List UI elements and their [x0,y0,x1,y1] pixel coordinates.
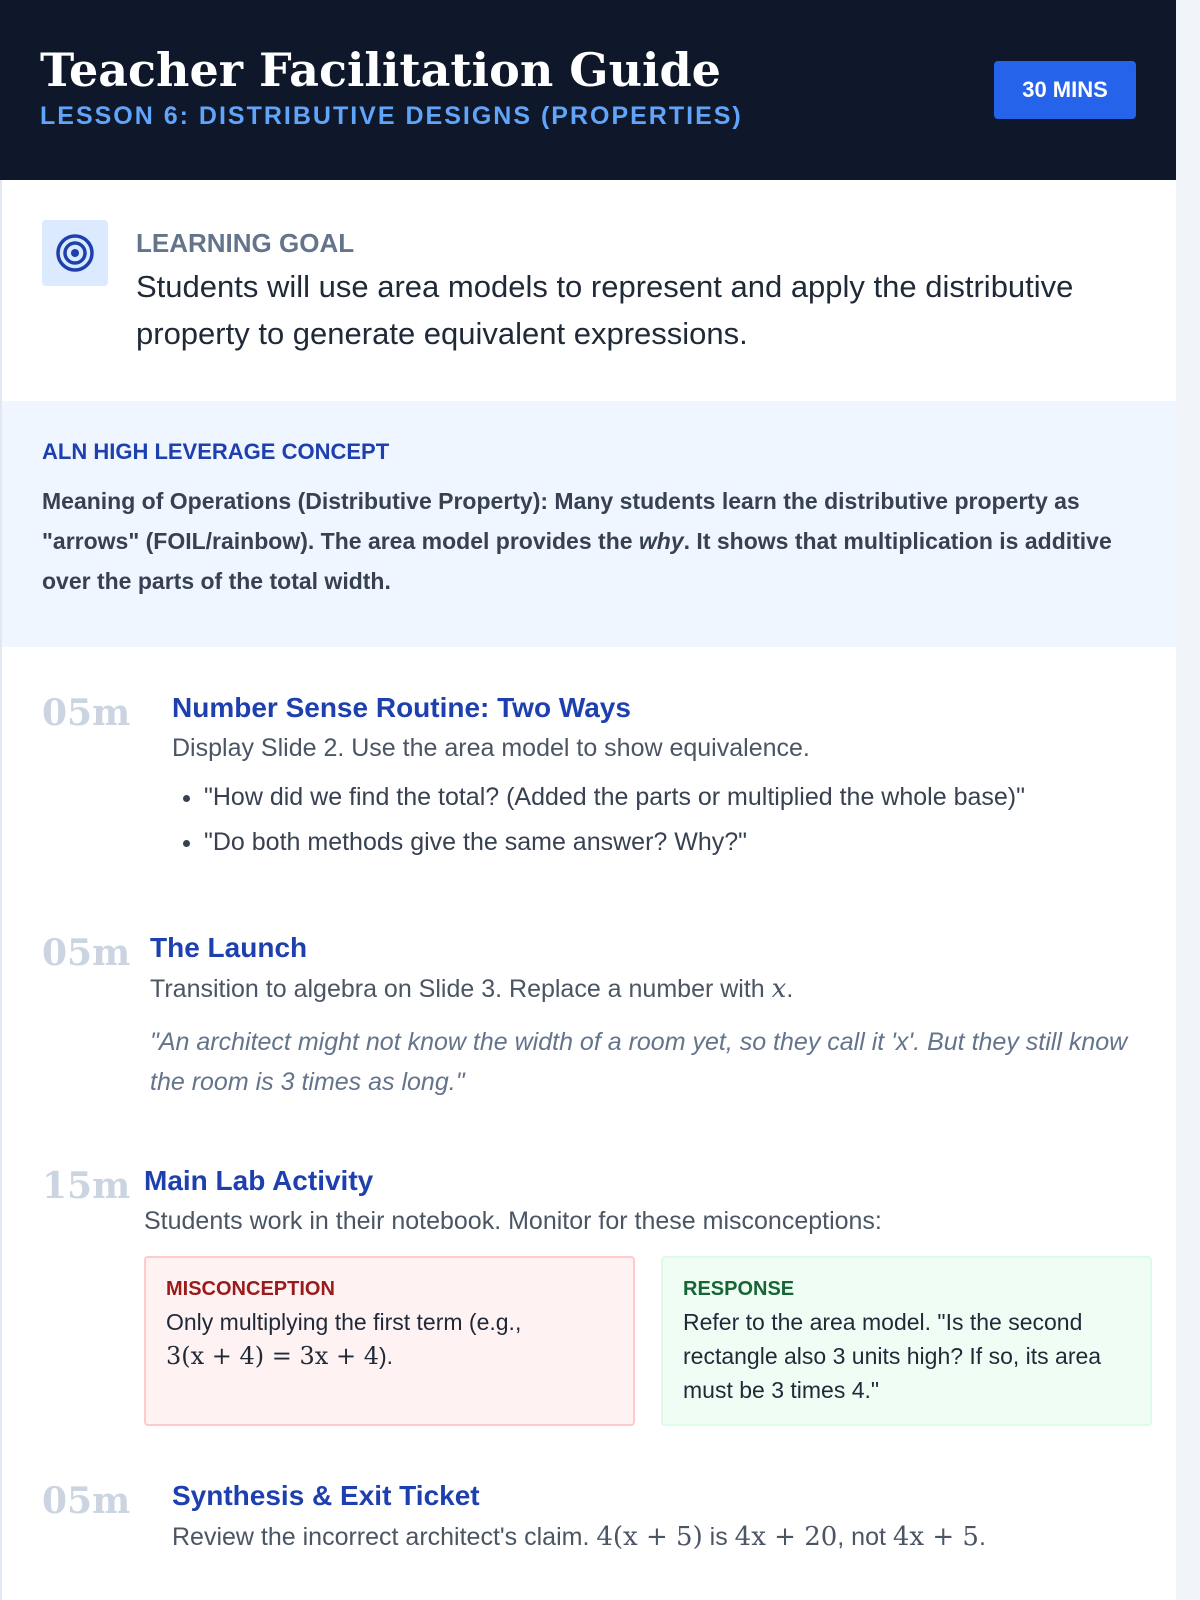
page-title: Teacher Facilitation Guide [40,43,721,97]
step-description-part: . [978,1523,986,1551]
math-expression: 3(x + 4) = 3x + 4 [166,1342,379,1370]
response-label: RESPONSE [683,1278,795,1300]
misconception-card [144,1256,635,1426]
lesson-subtitle: LESSON 6: DISTRIBUTIVE DESIGNS (PROPERTIES) [40,102,743,130]
step-main-lab [42,1165,1152,1426]
step-title: The Launch [150,932,308,963]
learning-goal-section [2,180,1176,401]
step-description-part: Transition to algebra on Slide 3. Replace a number with [150,975,772,1003]
content [0,180,1176,1600]
misconception-text-part: Only multiplying the first term (e.g., [166,1309,522,1335]
step-description-part: , not [837,1523,893,1551]
concept-text-part: . It shows that multiplication is additive over the parts of the total width. [42,528,1112,594]
step-description [150,974,1142,1004]
step-title: Main Lab Activity [144,1165,374,1196]
step-description-part: . [786,975,794,1003]
list-item: • "How did we find the total? (Added the parts or multiplied the whole base)" [204,783,1142,812]
question-list [172,783,1142,857]
misconception-text [166,1305,613,1373]
header [0,0,1176,180]
step-time: 15m [42,1165,131,1207]
response-text: Refer to the area model. "Is the second rectangle also 3 units high? If so, its area must be 3 times 4." [683,1309,1102,1403]
learning-goal-label: LEARNING GOAL [136,228,355,258]
target-icon [42,220,108,286]
learning-goal-text: Students will use area models to represent and apply the distributive property to generate equivalent expressions. [136,269,1074,351]
duration-badge: 30 MINS [994,61,1136,119]
step-description [172,1522,1152,1552]
math-variable: x [771,974,787,1004]
step-description: Display Slide 2. Use the area model to show equivalence. [172,734,810,762]
step-number-sense [42,692,1142,873]
misconception-label: MISCONCEPTION [166,1278,335,1300]
concept-text [42,481,1134,601]
step-synthesis [42,1480,1152,1552]
step-launch [42,932,1142,1102]
math-expression: 4(x + 5) [596,1522,703,1552]
step-description-part: Review the incorrect architect's claim. [172,1523,597,1551]
step-description: Students work in their notebook. Monitor for these misconceptions: [144,1207,882,1235]
concept-text-part: Meaning of Operations (Distributive Property): Many students learn the distributive property as "arrows" (FOIL/rainbow). The area model provides the [42,488,1080,554]
step-time: 05m [42,1480,131,1522]
math-expression: 4x + 20 [734,1522,838,1552]
high-leverage-concept [2,401,1176,647]
misconception-text-part: ). [378,1343,394,1369]
concept-label: ALN HIGH LEVERAGE CONCEPT [42,439,390,464]
response-card [661,1256,1152,1426]
step-time: 05m [42,692,131,734]
concept-text-emphasis: why [638,528,684,554]
teacher-quote: "An architect might not know the width of a room yet, so they call it 'x'. But they still know the room is 3 times as long." [150,1028,1128,1096]
step-title: Synthesis & Exit Ticket [172,1480,480,1511]
step-time: 05m [42,932,131,974]
math-expression: 4x + 5 [892,1522,979,1552]
list-item: • "Do both methods give the same answer? Why?" [204,828,1142,857]
misconception-cards [144,1256,1152,1426]
step-title: Number Sense Routine: Two Ways [172,692,631,723]
step-description-part: is [702,1523,735,1551]
